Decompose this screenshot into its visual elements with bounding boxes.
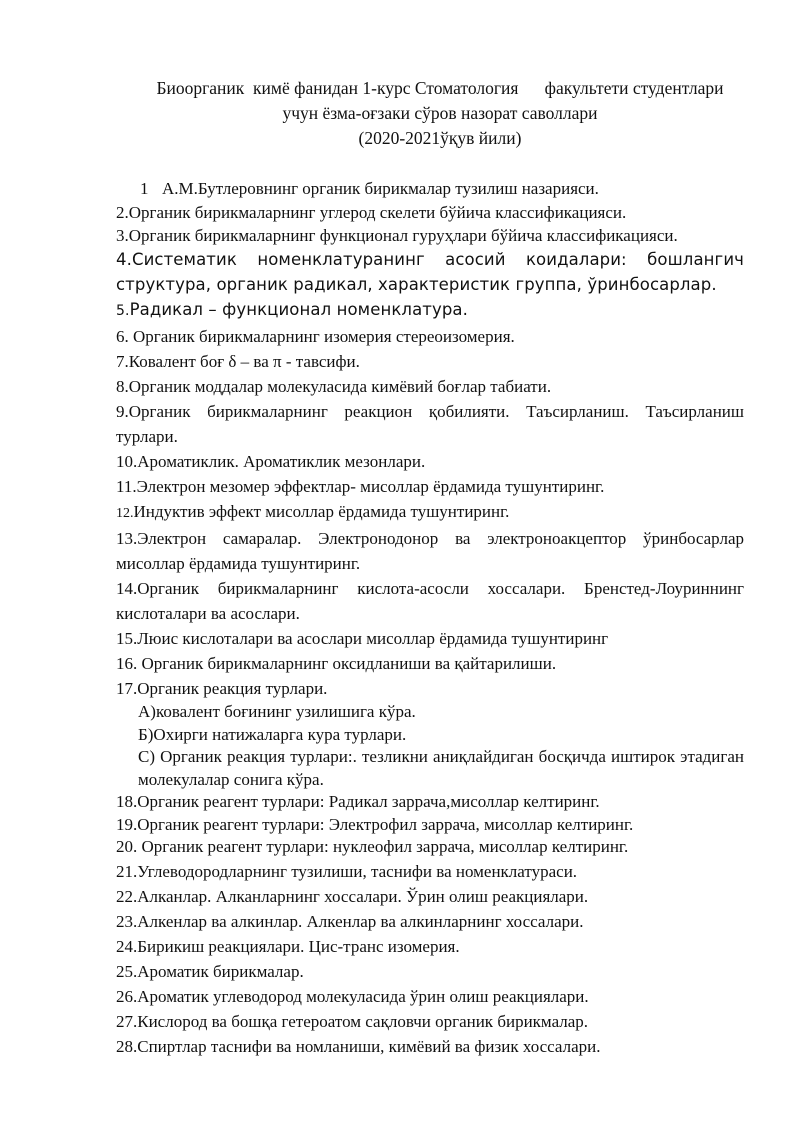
- question-number: 1: [140, 179, 149, 198]
- question-text: Индуктив эффект мисоллар ёрдамида тушунтиринг.: [133, 502, 510, 521]
- question-number: 26.: [116, 986, 138, 1006]
- question-item: [116, 399, 744, 449]
- question-number: 18.: [116, 792, 138, 811]
- subitem-c: С) Органик реакция турлари:. тезликни аниқлайдиган босқичда иштирок этадиган молекулалар сонига кўра.: [138, 747, 744, 789]
- question-item: [116, 1034, 744, 1059]
- question-text: Ароматиклик. Ароматиклик мезонлари.: [137, 452, 426, 471]
- question-number: 20.: [116, 837, 138, 856]
- subitem-a: А)ковалент боғининг узилишига кўра.: [138, 702, 416, 721]
- question-text: Люис кислоталари ва асослари мисоллар ёрдамида тушунтиринг: [137, 629, 609, 648]
- question-text: Органик бирикмаларнинг функционал гуруҳлари бўйича классификацияси.: [128, 226, 678, 245]
- question-item: [116, 474, 744, 499]
- question-number: 28.: [116, 1036, 138, 1056]
- question-item: [116, 984, 744, 1009]
- question-item: [116, 297, 744, 324]
- question-item: [116, 626, 744, 651]
- question-number: 9.: [116, 402, 129, 421]
- question-number: 6.: [116, 327, 129, 346]
- question-text: Органик бирикмаларнинг кислота-асосли хоссалари. Бренстед-Лоуриннинг кислоталари ва асослари.: [116, 579, 744, 623]
- question-item: [116, 176, 744, 201]
- question-item: [116, 676, 744, 701]
- question-number: 21.: [116, 861, 138, 881]
- question-item: [116, 934, 744, 959]
- question-item: [116, 814, 744, 837]
- question-number: 19.: [116, 814, 138, 834]
- question-item: [116, 349, 744, 374]
- question-text: Ароматик бирикмалар.: [137, 961, 304, 981]
- question-number: 11.: [116, 477, 137, 496]
- question-text: Органик бирикмаларнинг оксидланиши ва қайтарилиши.: [137, 654, 557, 673]
- question-item: [116, 449, 744, 474]
- question-number: 4.: [116, 250, 132, 269]
- title-line-2: учун ёзма-оғзаки сўров назорат саволлари: [282, 103, 598, 123]
- question-number: 14.: [116, 579, 138, 598]
- question-list: [116, 176, 744, 1059]
- question-text: Ковалент боғ δ – ва π - тавсифи.: [128, 352, 360, 371]
- question-text: Органик реагент турлари: нуклеофил заррача, мисоллар келтиринг.: [137, 837, 629, 856]
- question-text: Органик бирикмаларнинг реакцион қобилияти. Таъсирланиш. Таъсирланиш турлари.: [116, 402, 744, 446]
- question-number: 2.: [116, 203, 129, 222]
- question-number: 15.: [116, 629, 138, 648]
- question-item: [116, 836, 744, 859]
- question-text: Бирикиш реакциялари. Цис-транс изомерия.: [137, 936, 460, 956]
- question-item: [116, 374, 744, 399]
- question-text: Органик реагент турлари: Радикал заррача,мисоллар келтиринг.: [137, 792, 600, 811]
- document-title: [100, 76, 780, 151]
- question-item: [116, 201, 744, 224]
- question-text: Алканлар. Алканларнинг хоссалари. Ўрин олиш реакциялари.: [137, 886, 589, 906]
- question-number: 27.: [116, 1011, 138, 1031]
- question-number: 16.: [116, 654, 138, 673]
- question-item: [116, 526, 744, 576]
- question-number: 23.: [116, 911, 138, 931]
- question-text: Органик моддалар молекуласида кимёвий боғлар табиати.: [128, 377, 552, 396]
- question-text: Органик бирикмаларнинг углерод скелети бўйича классификацияси.: [128, 203, 627, 222]
- question-number: 24.: [116, 936, 138, 956]
- question-number: 13.: [116, 529, 138, 548]
- question-item: [116, 576, 744, 626]
- question-text: Органик бирикмаларнинг изомерия стереоизомерия.: [128, 327, 515, 346]
- question-text: Органик реакция турлари.: [137, 679, 328, 698]
- question-number: 10.: [116, 452, 138, 471]
- question-item: [116, 224, 744, 247]
- title-line-3: (2020-2021ўқув йили): [358, 128, 522, 148]
- question-item: [116, 247, 744, 297]
- question-text: Систематик номенклатуранинг асосий коидалари: бошлангич структура, органик радикал, характеристик группа, ўринбосарлар.: [116, 250, 744, 294]
- question-item: [116, 1009, 744, 1034]
- question-text: Кислород ва бошқа гетероатом сақловчи органик бирикмалар.: [137, 1011, 589, 1031]
- question-text: Электрон самаралар. Электронодонор ва электроноакцептор ўринбосарлар мисоллар ёрдамида тушунтиринг.: [116, 529, 744, 573]
- question-item: [116, 859, 744, 884]
- question-number: 5.: [116, 303, 130, 319]
- question-text: А.М.Бутлеровнинг органик бирикмалар тузилиш назарияси.: [162, 179, 599, 198]
- subitem-b: Б)Охирги натижаларга кура турлари.: [138, 724, 407, 744]
- question-number: 25.: [116, 961, 138, 981]
- question-text: Органик реагент турлари: Электрофил заррача, мисоллар келтиринг.: [137, 814, 634, 834]
- question-number: 8.: [116, 377, 129, 396]
- question-text: Ароматик углеводород молекуласида ўрин олиш реакциялари.: [137, 986, 589, 1006]
- title-line-1: Биоорганик кимё фанидан 1-курс Стоматология факультети студентлари: [156, 78, 724, 98]
- question-number: 22.: [116, 886, 138, 906]
- question-text: Спиртлар таснифи ва номланиши, кимёвий ва физик хоссалари.: [137, 1036, 601, 1056]
- question-item: [116, 884, 744, 909]
- question-item: [116, 324, 744, 349]
- question-item: [116, 791, 744, 814]
- question-text: Электрон мезомер эффектлар- мисоллар ёрдамида тушунтиринг.: [136, 477, 605, 496]
- question-item: [116, 651, 744, 676]
- question-item: [116, 959, 744, 984]
- question-item: [116, 499, 744, 526]
- question-number: 7.: [116, 352, 129, 371]
- question-text: Углеводородларнинг тузилиши, таснифи ва номенклатураси.: [137, 861, 578, 881]
- question-number: 3.: [116, 226, 129, 245]
- question-number: 17.: [116, 679, 138, 698]
- question-number: 12.: [116, 506, 134, 521]
- question-text: Радикал – функционал номенклатура.: [129, 300, 468, 319]
- question-item: [116, 909, 744, 934]
- question-text: Алкенлар ва алкинлар. Алкенлар ва алкинларнинг хоссалари.: [137, 911, 584, 931]
